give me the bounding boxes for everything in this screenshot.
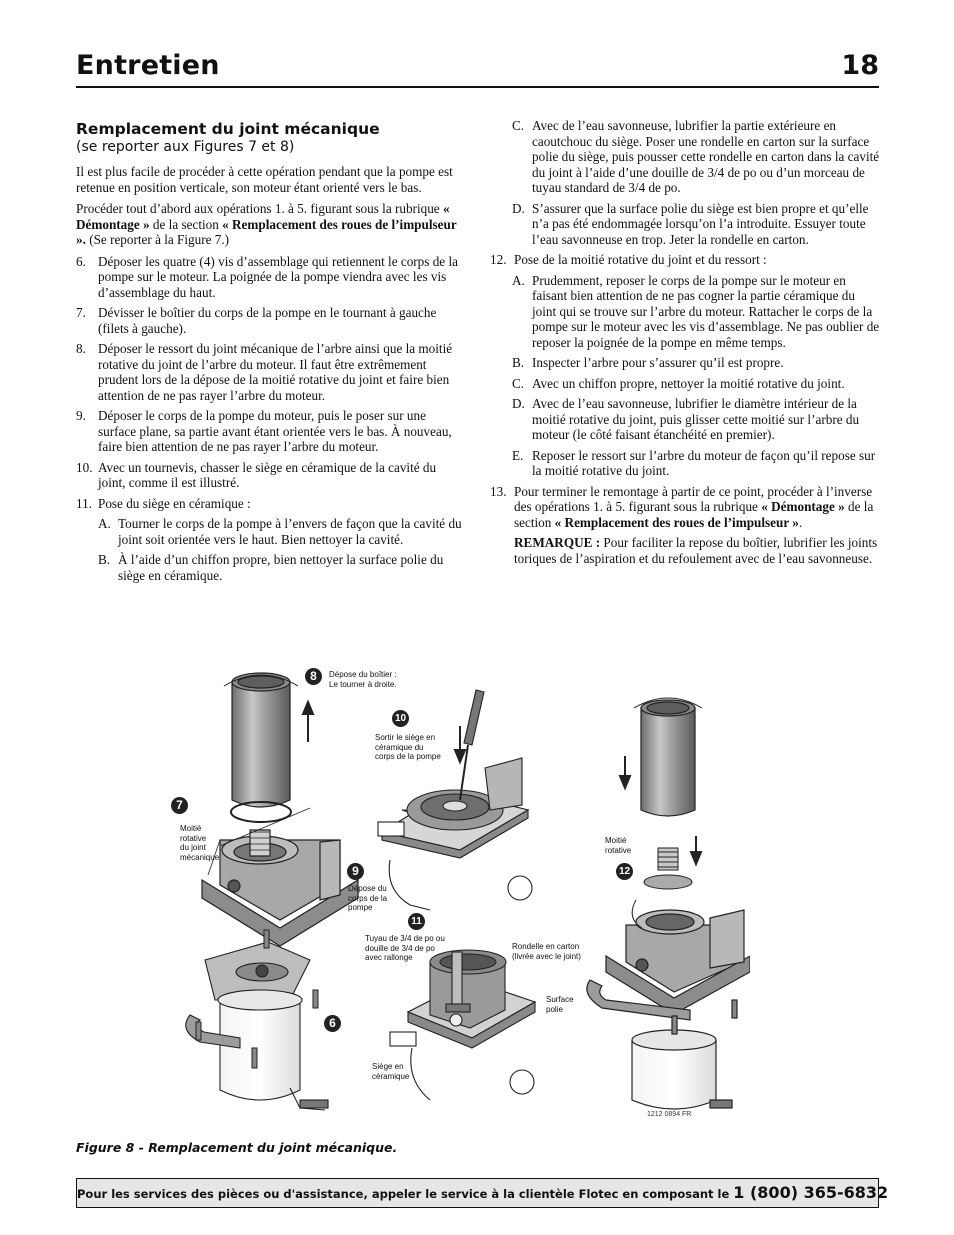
callout-7: 7 [171,797,188,814]
middle-top-assembly [378,758,532,910]
right-housing [634,698,702,816]
left-housing [224,673,298,822]
up-arrow [303,702,313,742]
label-rondelle: Rondelle en carton (livrée avec le joint) [512,942,581,961]
step-11-d: D. S’assurer que la surface polie du siège est bien propre et qu’elle n’a pas été endommagée lorsqu’on l’a introduite. Essuyer toute l’eau savonneuse en trop. Jeter la rondelle en carton. [512,200,869,247]
right-spring [644,848,692,889]
page-header [76,48,879,88]
screwdriver [460,690,484,800]
page-number: 18 [841,50,879,81]
step-10: 10. Avec un tournevis, chasser le siège en céramique de la cavité du joint, comme il est illustré. [76,459,437,490]
step-12-c: C. Avec un chiffon propre, nettoyer la moitié rotative du joint. [512,375,845,391]
step-11-b: B. À l’aide d’un chiffon propre, bien nettoyer la surface polie du siège en céramique. [98,552,444,583]
label-sortir-siege: Sortir le siège en céramique du corps de la pompe [375,733,441,761]
page-title: Entretien [76,50,220,81]
callout-12: 12 [616,863,633,880]
middle-bottom-assembly [390,950,535,1100]
right-column [490,118,880,572]
label-tuyau: Tuyau de 3/4 de po ou douille de 3/4 de po avec rallonge [365,934,445,962]
callout-8: 8 [305,668,322,685]
intro-paragraph-2: Procéder tout d’abord aux opérations 1. à 5. figurant sous la rubrique « Démontage » de la section « Remplacement des roues de l’impulseur ». (Se reporter à la Figure 7.) [76,201,457,247]
figure-8 [150,660,750,1138]
step-12-d: D. Avec de l’eau savonneuse, lubrifier le diamètre intérieur de la moitié rotative du joint, puis glisser cette moitié sur l’arbre du moteur (le côté faisant étanchéité en premier). [512,396,860,442]
right-pump [587,900,750,1109]
label-moitie-rotative-joint: Moitié rotative du joint mécanique [180,824,220,862]
step-11: 11. Pose du siège en céramique : [76,495,251,511]
figure-code: 1212 0894 FR [647,1111,692,1118]
step-12: 12. Pose de la moitié rotative du joint et du ressort : [490,252,767,267]
step-12-b: B. Inspecter l’arbre pour s’assurer qu’il est propre. [512,355,784,370]
step-11-a: A. Tourner le corps de la pompe à l’envers de façon que la cavité du joint soit orientée vers le haut. Bien nettoyer la cavité. [98,516,462,547]
step-7: 7. Dévisser le boîtier du corps de la pompe en le tournant à gauche (filets à gauche). [76,305,437,336]
step-9: 9. Déposer le corps de la pompe du moteur, puis le poser sur une surface plane, sa partie avant étant orientée vers le bas. À nouveau, faire bien attention de ne pas rayer l’arbre du moteur. [76,408,452,454]
left-motor [186,942,328,1110]
label-moitie-rotative: Moitié rotative [605,836,632,855]
section-subheading: (se reporter aux Figures 7 et 8) [76,139,295,155]
label-surface-polie: Surface polie [546,995,574,1014]
intro-paragraph: Il est plus facile de procéder à cette opération pendant que la pompe est retenue en position verticale, son moteur étant orienté vers le bas. [76,164,453,195]
step-11-c: C. Avec de l’eau savonneuse, lubrifier la partie extérieure en caoutchouc du siège. Poser une rondelle en carton sur la surface polie du siège, puis pousser cette rondelle en carton dans la cavité du joint à l’aide d’une douille de 3/4 de po ou d’un morceau de tuyau standard de 3/4 de po. [512,118,880,195]
footer-phone: 1 (800) 365-6832 [733,1183,889,1202]
callout-10: 10 [392,710,409,727]
callout-6: 6 [324,1015,341,1032]
label-siege-ceramique: Siège en céramique [372,1062,410,1081]
footer-banner [76,1178,889,1208]
step-6: 6. Déposer les quatre (4) vis d’assemblage qui retiennent le corps de la pompe sur le moteur. La poignée de la pompe viendra avec les vis d’assemblage du haut. [76,253,458,300]
note-paragraph: REMARQUE : Pour faciliter la repose du boîtier, lubrifier les joints toriques de l’aspiration et du refoulement avec de l’eau savonneuse. [514,535,878,566]
figure-caption: Figure 8 - Remplacement du joint mécanique. [76,1140,398,1155]
figure-illustration [150,660,750,1138]
footer-text: Pour les services des pièces ou d'assistance, appeler le service à la clientèle Flotec en composant le [77,1187,734,1201]
section-heading: Remplacement du joint mécanique [76,120,380,138]
label-depose-boitier: Dépose du boîtier : Le tourner à droite. [329,670,397,689]
down-arrow-middle [455,726,465,762]
step-12-a: A. Prudemment, reposer le corps de la pompe sur le moteur en faisant bien attention de ne pas cogner la partie céramique du joint qui se trouve sur l’arbre du moteur. Rattacher le corps de la pompe sur le moteur avec les vis d’assemblage. Ne pas oublier de reposer la poignée de la pompe en même temps. [512,272,880,350]
left-pump-body [202,808,358,946]
callout-9: 9 [347,863,364,880]
step-12-e: E. Reposer le ressort sur l’arbre du moteur de façon qu’il repose sur la moitié rotative du joint. [512,447,876,478]
step-8: 8. Déposer le ressort du joint mécanique de l’arbre ainsi que la moitié rotative du joint de l’arbre du moteur. Il faut être extrêmement prudent lors de la dépose de la moitié rotative du joint et faire bien attention de ne pas rayer l’arbre du moteur. [76,341,453,403]
callout-11: 11 [408,913,425,930]
step-13: 13. Pour terminer le remontage à partir de ce point, procéder à l’inverse des opérations 1. à 5. figurant sous la rubrique « Démontage » de la section « Remplacement des roues de l’impulseur ». [490,483,874,530]
left-column [76,120,464,588]
label-depose-corps: Dépose du corps de la pompe [348,884,388,912]
